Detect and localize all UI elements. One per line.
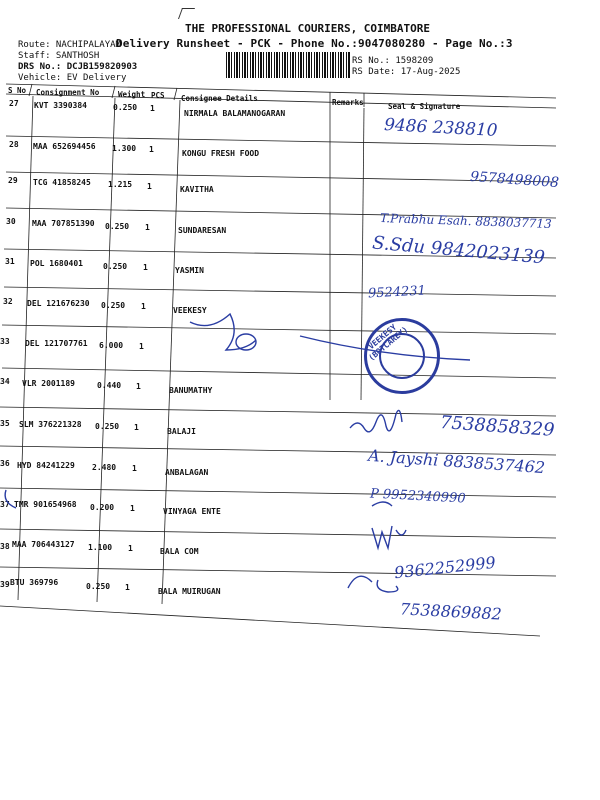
signature-row-29: 9578498008 — [469, 168, 560, 192]
row-sno: 39 — [0, 580, 10, 589]
signature-row-37: P 9952340990 — [369, 486, 466, 507]
row-consignee: BANUMATHY — [169, 386, 213, 395]
row-consignment: MAA 706443127 — [12, 540, 75, 549]
signature-row-36: A. Jayshi 8838537462 — [367, 445, 546, 478]
signature-row-40: 7538869882 — [399, 599, 503, 624]
company-name: THE PROFESSIONAL COURIERS, COIMBATORE — [185, 22, 431, 35]
route-label: Route: NACHIPALAYAM — [18, 40, 121, 50]
seal-stamp — [364, 318, 440, 394]
row-consignment: MAA 707851390 — [32, 219, 95, 228]
row-pcs: 1 — [130, 504, 135, 513]
row-pcs: 1 — [125, 583, 130, 592]
row-pcs: 1 — [132, 464, 137, 473]
row-pcs: 1 — [143, 263, 148, 272]
rs-date: RS Date: 17-Aug-2025 — [352, 67, 461, 77]
row-pcs: 1 — [149, 145, 154, 154]
signature-row-27: 9486 238810 — [383, 115, 499, 141]
row-consignee: BALA COM — [160, 547, 199, 556]
rs-number: RS No.: 1598209 — [352, 56, 434, 66]
row-sno: 27 — [9, 99, 19, 108]
row-consignment: TCG 41858245 — [33, 178, 91, 187]
row-sno: 34 — [0, 377, 10, 386]
row-consignee: SUNDARESAN — [178, 226, 227, 235]
row-consignment: VLR 2001189 — [22, 379, 75, 388]
row-sno: 38 — [0, 542, 10, 551]
row-consignment: HYD 84241229 — [17, 461, 75, 470]
row-consignment: MAA 652694456 — [33, 142, 96, 151]
row-consignee: KAVITHA — [180, 185, 214, 194]
row-consignment: KVT 3390384 — [34, 101, 87, 110]
row-sno: 37 — [0, 500, 10, 509]
row-sno: 29 — [8, 176, 18, 185]
row-weight: 0.250 — [105, 222, 130, 231]
row-weight: 0.440 — [97, 381, 122, 390]
row-consignee: KONGU FRESH FOOD — [182, 149, 260, 158]
row-pcs: 1 — [139, 342, 144, 351]
col-weight: Weight — [118, 90, 146, 99]
row-pcs: 1 — [145, 223, 150, 232]
row-consignee: BALAJI — [167, 427, 196, 436]
row-sno: 33 — [0, 337, 10, 346]
row-weight: 1.215 — [108, 180, 133, 189]
col-consignment: Consignment No — [36, 88, 100, 97]
staff-label: Staff: SANTHOSH — [18, 51, 100, 61]
row-consignment: DEL 121676230 — [27, 299, 90, 308]
row-consignee: NIRMALA BALAMANOGARAN — [184, 109, 286, 118]
row-consignment: SLM 376221328 — [19, 420, 82, 429]
row-consignee: VEEKESY — [173, 306, 207, 315]
row-pcs: 1 — [141, 302, 146, 311]
row-consignee: VINYAGA ENTE — [163, 507, 221, 516]
row-consignment: POL 1680401 — [30, 259, 83, 268]
row-sno: 31 — [5, 257, 15, 266]
row-consignment: DEL 121707761 — [25, 339, 88, 348]
row-sno: 35 — [0, 419, 10, 428]
col-sno: S No — [8, 86, 27, 95]
row-weight: 2.480 — [92, 463, 117, 472]
row-weight: 0.250 — [95, 422, 120, 431]
runsheet-title: Delivery Runsheet - PCK - Phone No.:9047080280 - Page No.:3 — [116, 37, 513, 50]
drs-label: DRS No.: DCJB159820903 — [18, 62, 138, 72]
col-seal: Seal & Signature — [388, 102, 461, 111]
row-weight: 0.250 — [103, 262, 128, 271]
row-consignee: ANBALAGAN — [165, 468, 209, 477]
col-pcs: PCS — [151, 91, 165, 100]
row-pcs: 1 — [147, 182, 152, 191]
row-consignee: BALA MUIRUGAN — [158, 587, 221, 596]
row-weight: 0.200 — [90, 503, 115, 512]
vehicle-label: Vehicle: EV Delivery — [18, 73, 127, 83]
row-weight: 1.100 — [88, 543, 113, 552]
row-weight: 6.000 — [99, 341, 124, 350]
row-weight: 0.250 — [101, 301, 126, 310]
row-pcs: 1 — [128, 544, 133, 553]
seal-text: VEEKESY (BOTCAREY) — [366, 322, 410, 363]
row-weight: 0.250 — [113, 103, 138, 112]
row-sno: 36 — [0, 459, 10, 468]
row-sno: 32 — [3, 297, 13, 306]
row-consignment: BTU 369796 — [10, 578, 59, 587]
signature-row-30: T.Prabhu Esah. 8838037713 — [379, 211, 552, 231]
signature-row-31: S.Sdu 9842023139 — [371, 232, 546, 269]
row-weight: 1.300 — [112, 144, 137, 153]
col-remarks: Remarks — [332, 98, 364, 107]
row-sno: 30 — [6, 217, 16, 226]
row-pcs: 1 — [150, 104, 155, 113]
signature-row-39: 9362252999 — [393, 552, 497, 583]
row-consignee: YASMIN — [175, 266, 204, 275]
signature-row-35: 7538858329 — [439, 412, 556, 441]
signature-row-32: 9524231 — [367, 283, 427, 302]
row-pcs: 1 — [134, 423, 139, 432]
col-consignee: Consignee Details — [181, 94, 258, 103]
row-weight: 0.250 — [86, 582, 111, 591]
row-pcs: 1 — [136, 382, 141, 391]
row-consignment: TMR 901654968 — [14, 500, 77, 509]
row-sno: 28 — [9, 140, 19, 149]
